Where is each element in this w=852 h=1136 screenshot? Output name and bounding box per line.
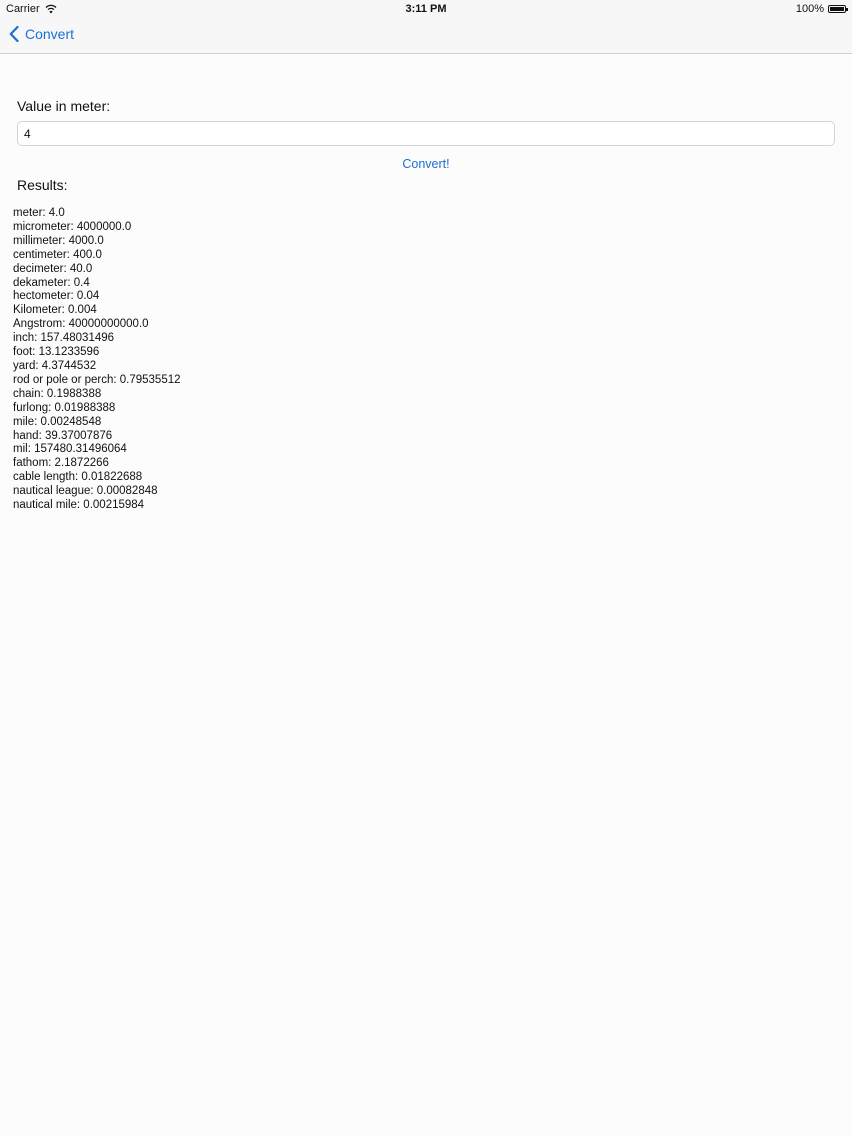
- result-item: mile: 0.00248548: [13, 415, 102, 428]
- battery-icon: [828, 5, 846, 13]
- result-item: meter: 4.0: [13, 207, 65, 219]
- result-item: fathom: 2.1872266: [13, 457, 109, 470]
- convert-button-label: Convert!: [402, 157, 450, 171]
- result-item: furlong: 0.01988388: [13, 401, 116, 414]
- result-item: mil: 157480.31496064: [13, 443, 127, 456]
- back-button-label: Convert: [25, 26, 75, 42]
- chevron-left-icon: [9, 26, 19, 42]
- result-item: inch: 157.48031496: [13, 332, 115, 345]
- result-item: hectometer: 0.04: [13, 290, 100, 303]
- result-item: Angstrom: 40000000000.0: [13, 318, 149, 331]
- result-item: nautical mile: 0.00215984: [13, 499, 145, 512]
- navigation-bar: [0, 18, 852, 54]
- battery-percent: 100%: [795, 3, 824, 15]
- result-item: yard: 4.3744532: [13, 359, 97, 372]
- results-list: [13, 207, 181, 513]
- value-field-label: Value in meter:: [17, 98, 111, 114]
- result-item: rod or pole or perch: 0.79535512: [13, 373, 181, 386]
- results-heading: Results:: [17, 177, 68, 193]
- value-input[interactable]: [17, 121, 835, 146]
- result-item: decimeter: 40.0: [13, 262, 93, 275]
- result-item: micrometer: 4000000.0: [13, 220, 132, 233]
- battery-indicator: [796, 3, 846, 15]
- status-time: 3:11 PM: [405, 3, 447, 15]
- result-item: chain: 0.1988388: [13, 387, 102, 400]
- result-item: centimeter: 400.0: [13, 248, 102, 261]
- result-item: cable length: 0.01822688: [13, 471, 143, 484]
- result-item: hand: 39.37007876: [13, 429, 113, 442]
- result-item: dekameter: 0.4: [13, 276, 90, 289]
- result-item: Kilometer: 0.004: [13, 304, 97, 317]
- status-bar: [0, 0, 852, 18]
- convert-button[interactable]: [0, 157, 852, 171]
- carrier-label: Carrier: [6, 3, 40, 15]
- result-item: foot: 13.1233596: [13, 346, 100, 359]
- result-item: nautical league: 0.00082848: [13, 485, 158, 498]
- result-item: millimeter: 4000.0: [13, 234, 104, 247]
- back-button[interactable]: [9, 26, 74, 42]
